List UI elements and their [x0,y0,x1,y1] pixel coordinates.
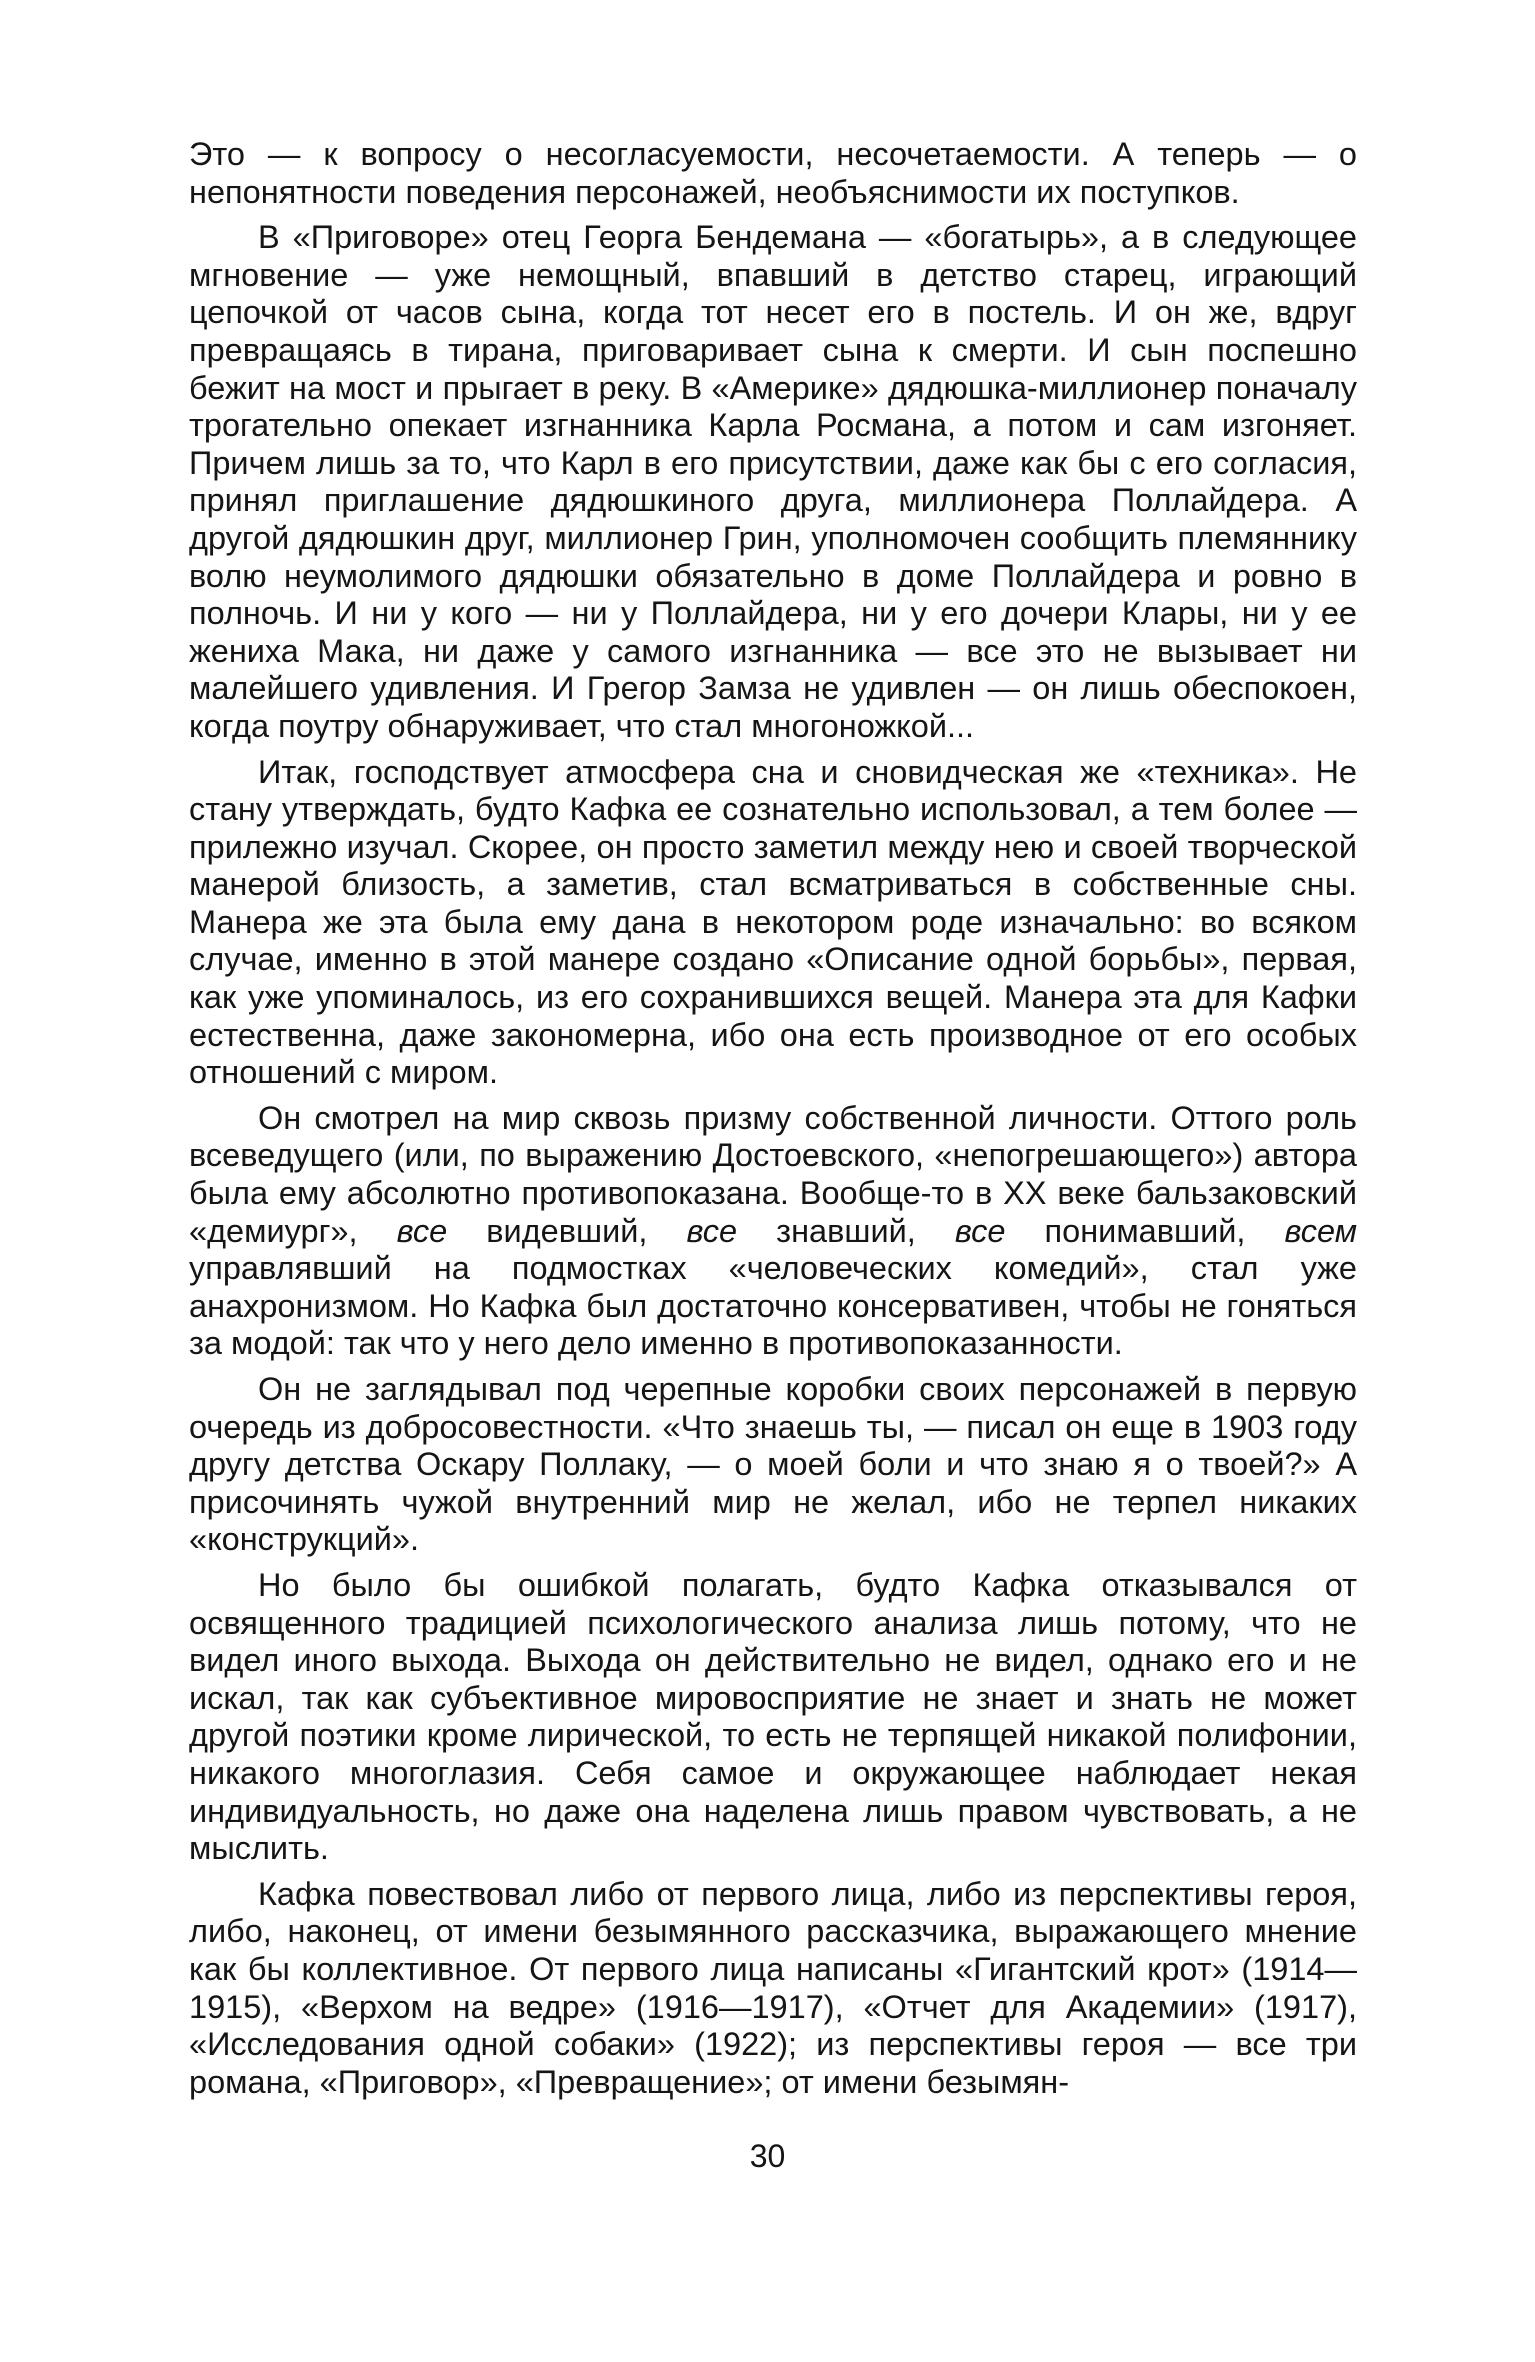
paragraph: Но было бы ошибкой полагать, будто Кафка отказывался от освященного традицией психологического анализа лишь потому, что не видел иного выхода. Выхода он действительно не видел, однако его и не искал, так как субъективное мировосприятие не знает и знать не может другой поэтики кроме лирической, то есть не терпящей никакой полифонии, никакого многоглазия. Себя самое и окружающее наблюдает некая индивидуальность, но даже она наделена лишь правом чувствовать, а не мыслить. [189,1566,1357,1867]
paragraph: Он смотрел на мир сквозь призму собственной личности. Оттого роль всеведущего (или, по выражению Достоевского, «непогрешающего») автора была ему абсолютно противопоказана. Вообще-то в XX веке бальзаковский «демиург», все видевший, все знавший, все понимавший, всем управлявший на подмостках «человеческих комедий», стал уже анахронизмом. Но Кафка был достаточно консервативен, чтобы не гоняться за модой: так что у него дело именно в противопоказанности. [189,1099,1357,1362]
paragraph: В «Приговоре» отец Георга Бендемана — «богатырь», а в следующее мгновение — уже немощный, впавший в детство старец, играющий цепочкой от часов сына, когда тот несет его в постель. И он же, вдруг превращаясь в тирана, приговаривает сына к смерти. И сын поспешно бежит на мост и прыгает в реку. В «Америке» дядюшка-миллионер поначалу трогательно опекает изгнанника Карла Росмана, а потом и сам изгоняет. Причем лишь за то, что Карл в его присутствии, даже как бы с его согласия, принял приглашение дядюшкиного друга, миллионера Поллайдера. А другой дядюшкин друг, миллионер Грин, уполномочен сообщить племяннику волю неумолимого дядюшки обязательно в доме Поллайдера и ровно в полночь. И ни у кого — ни у Поллайдера, ни у его дочери Клары, ни у ее жениха Мака, ни даже у самого изгнанника — все это не вызывает ни малейшего удивления. И Грегор Замза не удивлен — он лишь обеспокоен, когда поутру обнаруживает, что стал многоножкой... [189,219,1357,744]
paragraph: Он не заглядывал под черепные коробки своих персонажей в первую очередь из добросовестности. «Что знаешь ты, — писал он еще в 1903 году другу детства Оскару Поллаку, — о моей боли и что знаю я о твоей?» А присочинять чужой внутренний мир не желал, ибо не терпел никаких «конструкций». [189,1371,1357,1558]
page-body [189,136,1357,2101]
paragraph: Итак, господствует атмосфера сна и сновидческая же «техника». Не стану утверждать, будто Кафка ее сознательно использовал, а тем более — прилежно изучал. Скорее, он просто заметил между нею и своей творческой манерой близость, а заметив, стал всматриваться в собственные сны. Манера же эта была ему дана в некотором роде изначально: во всяком случае, именно в этой манере создано «Описание одной борьбы», первая, как уже упоминалось, из его сохранившихся вещей. Манера эта для Кафки естественна, даже закономерна, ибо она есть производное от его особых отношений с миром. [189,753,1357,1091]
page-number: 30 [749,2138,786,2174]
paragraph: Это — к вопросу о несогласуемости, несочетаемости. А теперь — о непонятности поведения персонажей, необъяснимости их поступков. [189,136,1357,210]
paragraph: Кафка повествовал либо от первого лица, либо из перспективы героя, либо, наконец, от имени безымянного рассказчика, выражающего мнение как бы коллективное. От первого лица написаны «Гигантский крот» (1914—1915), «Верхом на ведре» (1916—1917), «Отчет для Академии» (1917), «Исследования одной собаки» (1922); из перспективы героя — все три романа, «Приговор», «Превращение»; от имени безымян- [189,1875,1357,2100]
